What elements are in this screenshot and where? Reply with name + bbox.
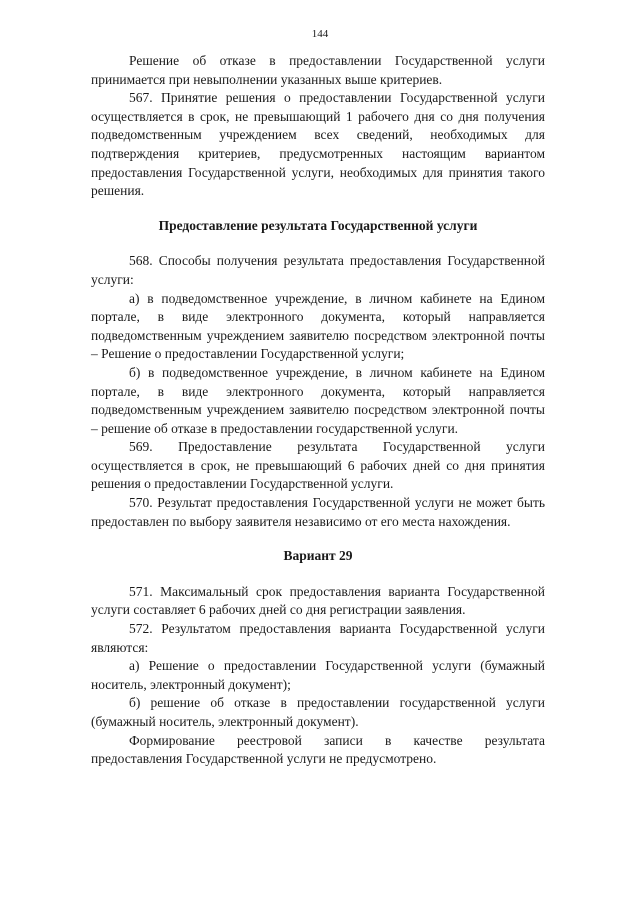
paragraph-567: 567. Принятие решения о предоставлении Государственной услуги осуществляется в срок, не превышающий 1 рабочего дня со дня получения подведомственным учреждением всех сведений, необходимых для подтверждения критериев, предусмотренных настоящим вариантом предоставления Государственной услуги, необходимых для принятия такого решения.	[91, 90, 545, 199]
paragraph-569: 569. Предоставление результата Государственной услуги осуществляется в срок, не превышающий 6 рабочих дней со дня принятия решения о предоставлении Государственной услуги.	[91, 439, 545, 492]
page-number: 144	[311, 28, 329, 40]
document-body	[91, 52, 545, 769]
paragraph-570: 570. Результат предоставления Государственной услуги не может быть предоставлен по выбору заявителя независимо от его места нахождения.	[91, 495, 545, 529]
paragraph-572: 572. Результатом предоставления варианта Государственной услуги являются:	[91, 621, 545, 655]
paragraph-572-a: а) Решение о предоставлении Государственной услуги (бумажный носитель, электронный документ);	[91, 658, 545, 692]
paragraph-568-b: б) в подведомственное учреждение, в личном кабинете на Едином портале, в виде электронного документа, который направляется подведомственным учреждением заявителю посредством электронной почты – решение об отказе в предоставлении государственной услуги.	[91, 364, 545, 436]
paragraph-568-a: а) в подведомственное учреждение, в личном кабинете на Едином портале, в виде электронного документа, который направляется подведомственным учреждением заявителю посредством электронной почты – Решение о предоставлении Государственной услуги;	[91, 290, 545, 362]
paragraph-refusal-criteria: Решение об отказе в предоставлении Государственной услуги принимается при невыполнении указанных выше критериев.	[91, 53, 545, 87]
paragraph-568: 568. Способы получения результата предоставления Государственной услуги:	[91, 253, 545, 287]
paragraph-571: 571. Максимальный срок предоставления варианта Государственной услуги составляет 6 рабочих дней со дня регистрации заявления.	[91, 583, 545, 618]
section-heading-variant-29: Вариант 29	[283, 548, 353, 564]
section-heading-result: Предоставление результата Государственной услуги	[158, 217, 478, 233]
paragraph-registry-record: Формирование реестровой записи в качестве результата предоставления Государственной услуги не предусмотрено.	[91, 732, 545, 767]
paragraph-572-b: б) решение об отказе в предоставлении государственной услуги (бумажный носитель, электронный документ).	[91, 695, 545, 729]
